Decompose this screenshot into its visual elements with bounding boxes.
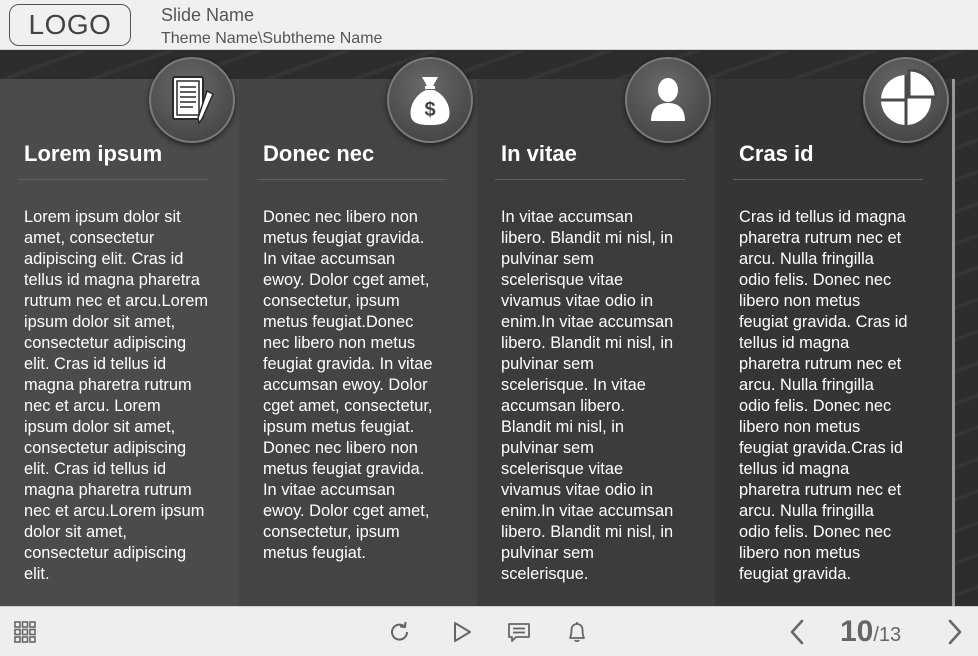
svg-text:$: $ <box>424 99 436 121</box>
person-icon <box>625 57 711 143</box>
column-title: Donec nec <box>263 141 375 166</box>
column-donec-nec <box>239 79 477 606</box>
column-title: Lorem ipsum <box>24 141 163 166</box>
slide-content <box>0 51 978 606</box>
document-pen-icon <box>149 57 235 143</box>
theme-path: Theme Name\Subtheme Name <box>161 30 383 47</box>
bell-icon[interactable] <box>564 619 590 645</box>
grid-menu-icon[interactable] <box>12 619 38 645</box>
column-divider <box>495 179 685 180</box>
comment-icon[interactable] <box>506 619 532 645</box>
slide-name: Slide Name <box>161 5 255 25</box>
column-body: Lorem ipsum dolor sit amet, consectetur adipiscing elit. Cras id tellus id magna pharetra rutrum nec et arcu.Lorem ipsum dolor sit amet, consectetur adipiscing elit. Cras id tellus id magna pharetra rutrum nec et arcu. Lorem ipsum dolor sit amet, consectetur adipiscing elit. Cras id tellus id magna pharetra rutrum nec et arcu.Lorem ipsum dolor sit amet, consectetur adipiscing elit. <box>24 208 209 583</box>
column-in-vitae <box>477 79 715 606</box>
previous-slide-button[interactable] <box>783 617 811 647</box>
column-body: Cras id tellus id magna pharetra rutrum nec et arcu. Nulla fringilla odio felis. Donec nec libero non metus feugiat gravida. Cras id tellus id magna pharetra rutrum nec et arcu. Nulla fringilla odio felis. Donec nec libero non metus feugiat gravida.Cras id tellus id magna pharetra rutrum nec et arcu. Nulla fringilla odio felis. Donec nec libero non metus feugiat gravida. <box>739 208 908 583</box>
total-pages: /13 <box>873 624 902 646</box>
pie-chart-icon <box>863 57 949 143</box>
column-divider <box>18 179 208 180</box>
column-cras-id <box>715 79 952 606</box>
column-body: Donec nec libero non metus feugiat gravida. In vitae accumsan ewoy. Dolor cget amet, consectetur, ipsum metus feugiat.Donec nec libero non metus feugiat gravida. In vitae accumsan ewoy. Dolor cget amet, consectetur, ipsum metus feugiat. Donec nec libero non metus feugiat gravida. In vitae accumsan ewoy. Dolor cget amet, consectetur, ipsum metus feugiat. <box>263 208 433 562</box>
column-title: In vitae <box>501 141 577 166</box>
scroll-rail <box>952 79 955 606</box>
player-controls <box>0 606 978 656</box>
column-divider <box>257 179 447 180</box>
next-slide-button[interactable] <box>941 617 969 647</box>
logo: LOGO <box>9 4 131 46</box>
column-title: Cras id <box>739 141 814 166</box>
money-bag-icon <box>387 57 473 143</box>
current-page: 10 <box>840 615 874 648</box>
column-divider <box>733 179 923 180</box>
play-icon[interactable] <box>449 619 475 645</box>
column-lorem-ipsum <box>0 79 239 606</box>
replay-icon[interactable] <box>387 619 413 645</box>
page-counter <box>840 615 901 649</box>
header-bar <box>0 0 978 50</box>
column-body: In vitae accumsan libero. Blandit mi nisl, in pulvinar sem scelerisque vitae vivamus vitae odio in enim.In vitae accumsan libero. Blandit mi nisl, in pulvinar sem scelerisque. In vitae accumsan libero. Blandit mi nisl, in pulvinar sem scelerisque vitae vivamus vitae odio in enim.In vitae accumsan libero. Blandit mi nisl, in pulvinar sem scelerisque. <box>501 208 674 583</box>
